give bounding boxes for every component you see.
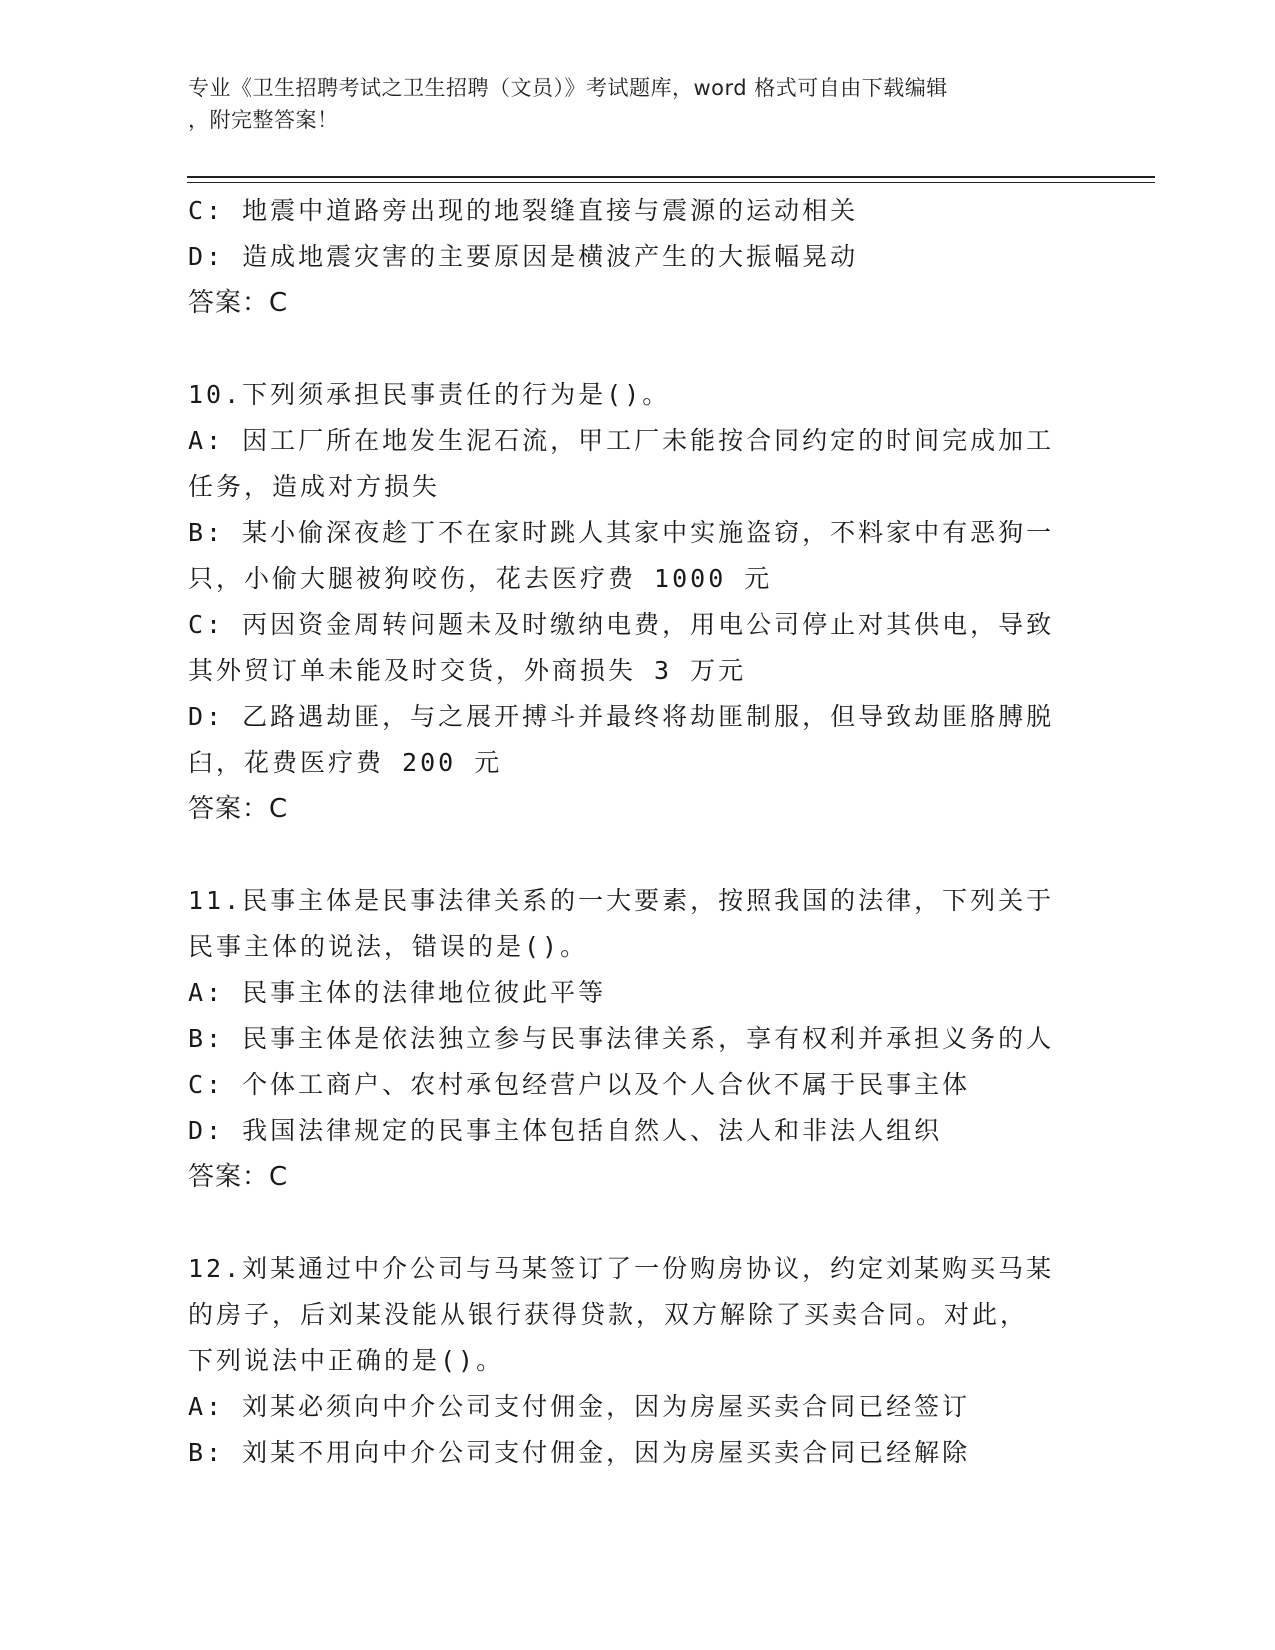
header-rule-thick — [187, 176, 1155, 178]
question-12 — [188, 1246, 1088, 1476]
header-line-2: ，附完整答案！ — [188, 108, 339, 132]
q10-option-c-line-1: C: 丙因资金周转问题未及时缴纳电费，用电公司停止对其供电，导致 — [188, 610, 1055, 639]
q9-answer: 答案：C — [188, 288, 289, 318]
q9-option-c: C: 地震中道路旁出现的地裂缝直接与震源的运动相关 — [188, 196, 859, 225]
q10-option-a-line-1: A: 因工厂所在地发生泥石流，甲工厂未能按合同约定的时间完成加工 — [188, 426, 1055, 455]
q10-option-b-line-1: B: 某小偷深夜趁丁不在家时跳人其家中实施盗窃，不料家中有恶狗一 — [188, 518, 1055, 547]
question-10 — [188, 372, 1088, 832]
q10-option-d-line-1: D: 乙路遇劫匪，与之展开搏斗并最终将劫匪制服，但导致劫匪胳膊脱 — [188, 702, 1055, 731]
header-rule-thin — [187, 182, 1155, 183]
q10-option-d-line-2: 臼，花费医疗费 200 元 — [188, 748, 503, 777]
q9-option-d: D: 造成地震灾害的主要原因是横波产生的大振幅晃动 — [188, 242, 859, 271]
header-line-1: 专业《卫生招聘考试之卫生招聘（文员）》考试题库，word 格式可自由下载编辑 — [188, 76, 948, 100]
q11-option-c: C: 个体工商户、农村承包经营户以及个人合伙不属于民事主体 — [188, 1070, 971, 1099]
q11-answer: 答案：C — [188, 1162, 289, 1192]
q10-option-c-line-2: 其外贸订单未能及时交货，外商损失 3 万元 — [188, 656, 747, 685]
question-11 — [188, 878, 1088, 1200]
q10-stem: 10.下列须承担民事责任的行为是()。 — [188, 380, 671, 409]
q12-stem-line-1: 12.刘某通过中介公司与马某签订了一份购房协议，约定刘某购买马某 — [188, 1254, 1055, 1283]
q12-option-a: A: 刘某必须向中介公司支付佣金，因为房屋买卖合同已经签订 — [188, 1392, 971, 1421]
question-content — [188, 188, 1088, 1476]
q12-option-b: B: 刘某不用向中介公司支付佣金，因为房屋买卖合同已经解除 — [188, 1438, 971, 1467]
q11-option-a: A: 民事主体的法律地位彼此平等 — [188, 978, 607, 1007]
page-header — [188, 72, 1088, 136]
question-9 — [188, 188, 1088, 326]
q12-stem-line-3: 下列说法中正确的是()。 — [188, 1346, 505, 1375]
q10-option-a-line-2: 任务，造成对方损失 — [188, 472, 441, 501]
q11-stem-line-2: 民事主体的说法，错误的是()。 — [188, 932, 589, 961]
q11-stem-line-1: 11.民事主体是民事法律关系的一大要素，按照我国的法律，下列关于 — [188, 886, 1055, 915]
q11-option-b: B: 民事主体是依法独立参与民事法律关系，享有权利并承担义务的人 — [188, 1024, 1055, 1053]
spacer — [188, 1200, 1088, 1246]
spacer — [188, 832, 1088, 878]
q12-stem-line-2: 的房子，后刘某没能从银行获得贷款，双方解除了买卖合同。对此， — [188, 1300, 1029, 1329]
spacer — [188, 326, 1088, 372]
q10-option-b-line-2: 只，小偷大腿被狗咬伤，花去医疗费 1000 元 — [188, 564, 773, 593]
q11-option-d: D: 我国法律规定的民事主体包括自然人、法人和非法人组织 — [188, 1116, 943, 1145]
q10-answer: 答案：C — [188, 794, 289, 824]
